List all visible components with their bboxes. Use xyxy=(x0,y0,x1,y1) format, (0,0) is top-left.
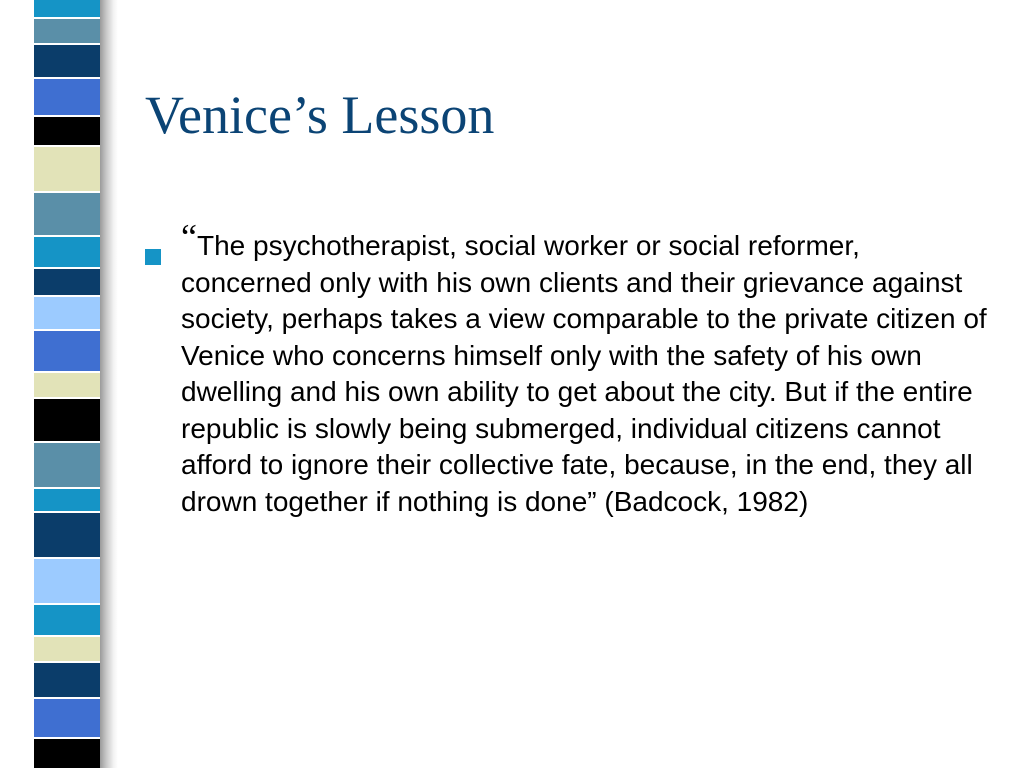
stripe-band xyxy=(34,604,100,636)
stripe-separator xyxy=(34,371,100,373)
stripe-separator xyxy=(34,441,100,443)
stripe-band xyxy=(34,116,100,146)
stripe-separator xyxy=(34,557,100,559)
stripe-band xyxy=(34,192,100,236)
stripe-band xyxy=(34,738,100,768)
stripe-separator xyxy=(34,77,100,79)
stripe-separator xyxy=(34,397,100,399)
stripe-band xyxy=(34,442,100,488)
stripe-separator xyxy=(34,43,100,45)
quote-body: The psychotherapist, social worker or social reformer, concerned only with his own clients and their grievance against society, perhaps takes a view comparable to the private citizen of Venice who concerns himself only with the safety of his own dwelling and his own ability to get about the city. But if the entire republic is slowly being submerged, individual citizens cannot afford to ignore their collective fate, because, in the end, they all drown together if nothing is done” (Badcock, 1982) xyxy=(181,230,987,517)
stripe-band xyxy=(34,146,100,192)
stripe-separator xyxy=(34,235,100,237)
stripe-separator xyxy=(34,191,100,193)
stripe-separator xyxy=(34,145,100,147)
stripe-band xyxy=(34,78,100,116)
quote-text xyxy=(181,217,995,520)
stripe-separator xyxy=(34,115,100,117)
stripe-separator xyxy=(34,661,100,663)
stripe-separator xyxy=(34,511,100,513)
stripe-band xyxy=(34,44,100,78)
stripe-separator xyxy=(34,17,100,19)
stripe-band xyxy=(34,698,100,738)
stripe-band xyxy=(34,296,100,330)
stripe-separator xyxy=(34,635,100,637)
stripe-separator xyxy=(34,603,100,605)
stripe-band xyxy=(34,512,100,558)
stripe-band xyxy=(34,662,100,698)
stripe-band xyxy=(34,18,100,44)
stripe-separator xyxy=(34,267,100,269)
bullet-item xyxy=(145,217,995,520)
opening-quote-mark: “ xyxy=(181,217,197,257)
stripe-separator xyxy=(34,487,100,489)
square-bullet-icon xyxy=(145,249,161,265)
stripe-shadow xyxy=(100,0,118,768)
stripe-band xyxy=(34,330,100,372)
stripe-separator xyxy=(34,329,100,331)
stripe-separator xyxy=(34,295,100,297)
stripe-band xyxy=(34,488,100,512)
stripe-band xyxy=(34,372,100,398)
stripe-separator xyxy=(34,697,100,699)
slide-content xyxy=(145,217,995,520)
stripe-separator xyxy=(34,737,100,739)
stripe-band xyxy=(34,0,100,18)
stripe-band xyxy=(34,398,100,442)
slide-title: Venice’s Lesson xyxy=(145,85,495,145)
decorative-stripe xyxy=(34,0,100,768)
stripe-band xyxy=(34,636,100,662)
stripe-band xyxy=(34,268,100,296)
stripe-band xyxy=(34,236,100,268)
stripe-band xyxy=(34,558,100,604)
